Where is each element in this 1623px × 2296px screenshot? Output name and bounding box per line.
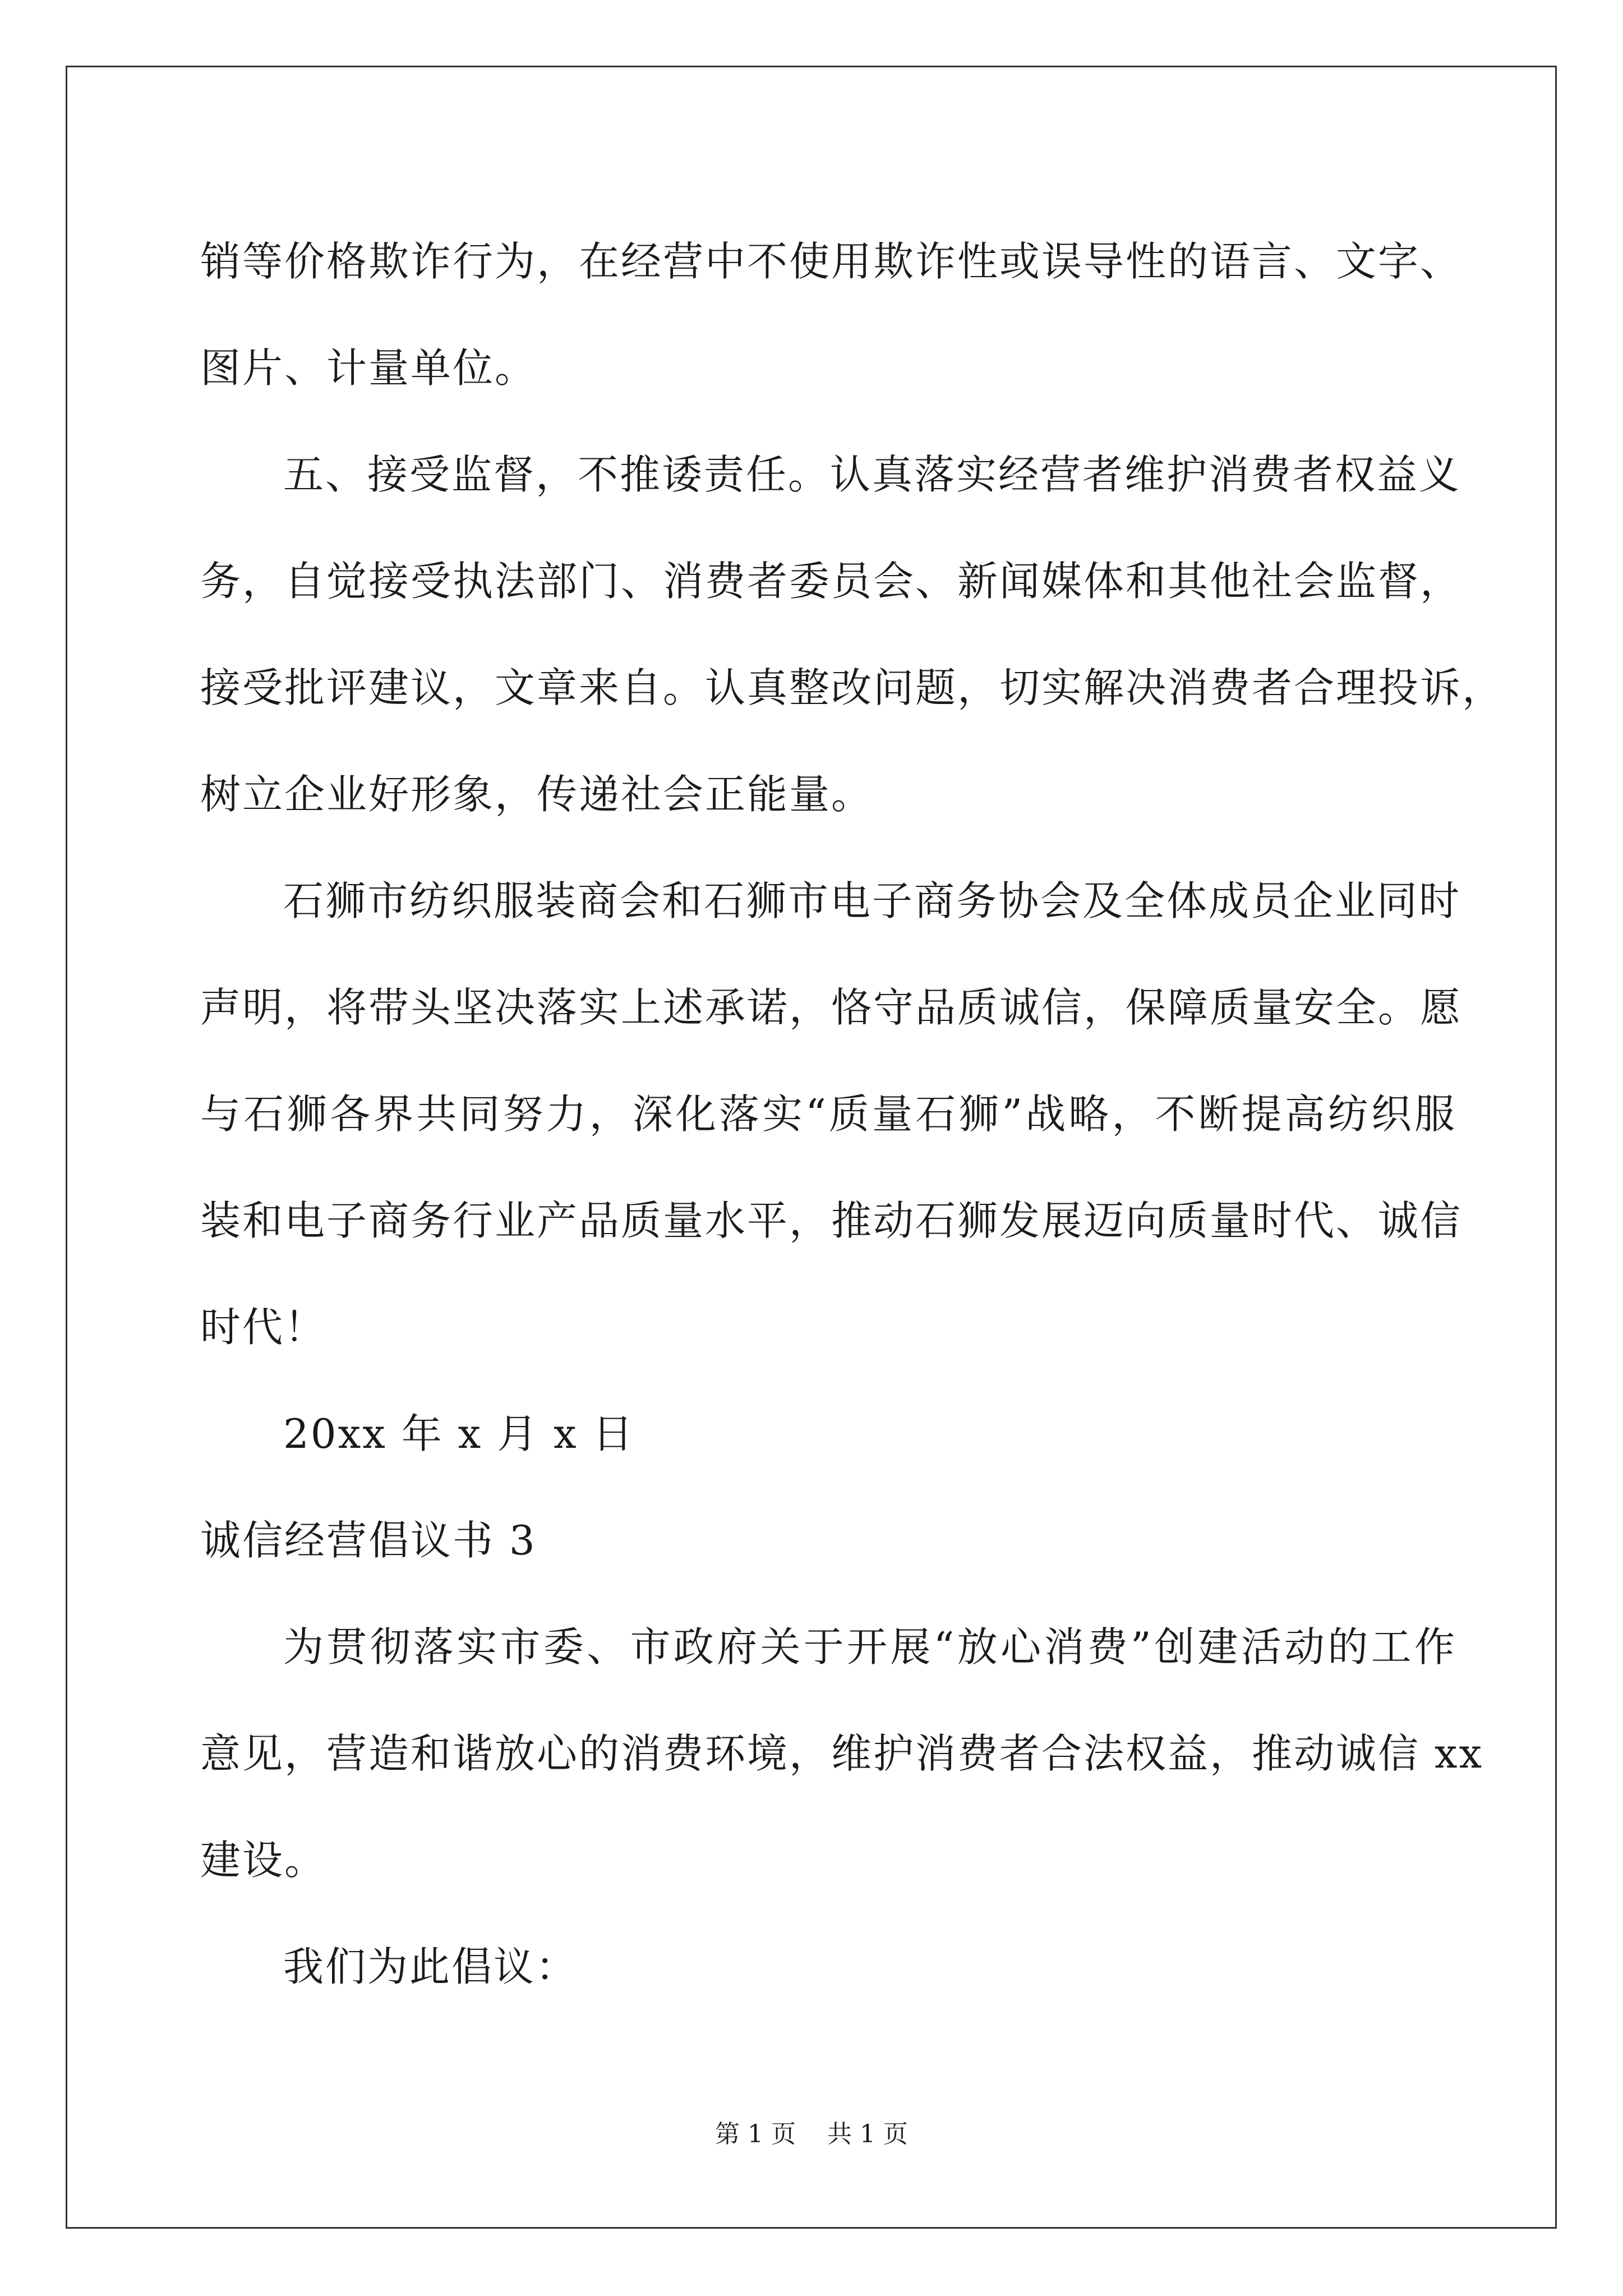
text-line: 图片、计量单位。 [200,344,537,392]
text-line: 石狮市纺织服装商会和石狮市电子商务协会及全体成员企业同时 [283,877,1461,924]
section-heading: 诚信经营倡议书 3 [200,1517,537,1564]
text-line: 与石狮各界共同努力，深化落实“质量石狮”战略，不断提高纺织服 [200,1091,1456,1138]
text-line: 为贯彻落实市委、市政府关于开展“放心消费”创建活动的工作 [283,1623,1456,1671]
text-line: 树立企业好形象，传递社会正能量。 [200,771,874,818]
text-line: 意见，营造和谐放心的消费环境，维护消费者合法权益，推动诚信 xx [200,1730,1484,1777]
text-line: 接受批评建议，文章来自。认真整改问题，切实解决消费者合理投诉， [200,664,1505,711]
document-body [200,208,1505,2020]
date-line: 20xx 年 x 月 x 日 [283,1410,635,1457]
text-line: 务，自觉接受执法部门、消费者委员会、新闻媒体和其他社会监督， [200,558,1463,605]
text-line: 我们为此倡议： [283,1943,578,1990]
text-line: 销等价格欺诈行为，在经营中不使用欺诈性或误导性的语言、文字、 [200,238,1463,285]
text-line: 建设。 [200,1837,327,1884]
text-line: 时代！ [200,1304,327,1351]
page-number-footer: 第 1 页 共 1 页 [715,2120,908,2148]
text-line: 五、接受监督，不推诿责任。认真落实经营者维护消费者权益义 [283,451,1461,498]
text-line: 装和电子商务行业产品质量水平，推动石狮发展迈向质量时代、诚信 [200,1197,1463,1244]
text-line: 声明，将带头坚决落实上述承诺，恪守品质诚信，保障质量安全。愿 [200,984,1463,1031]
